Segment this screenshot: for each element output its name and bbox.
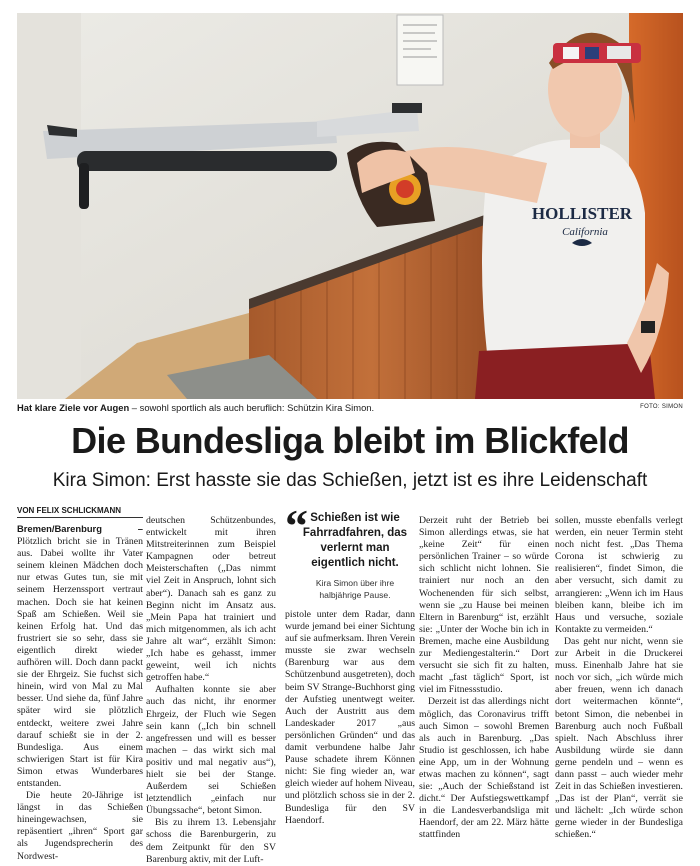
- article-column-1: [17, 505, 143, 862]
- subheadline: Kira Simon: Erst hasste sie das Schießen, jetzt ist es ihre Leidenschaft: [52, 470, 648, 491]
- paragraph: [17, 523, 143, 790]
- photo-credit: FOTO: SIMON: [640, 404, 683, 410]
- paragraph: Aufhalten konnte sie aber auch das nicht, ihr enormer Ehrgeiz, der Fluch wie Segen sein kann („Ich bin schnell angefressen und will es besser machen – das wirkt sich mal positiv und mal negativ aus“), hielt sie bei der Stange. Außerdem sei Schießen letztendlich „einfach nur Übungssache“, betont Simon.: [146, 684, 276, 817]
- paragraph: pistole unter dem Radar, dann wurde jemand bei einer Sichtung auf sie aufmerksam. Ihren Verein musste sie zwar wechseln (Barenburg war aus dem Schützenbund ausgetreten), doch beim SV Strange-Buchhorst ging der Aufstieg unentwegt weiter. Auch der Austritt aus dem Landeskader 2017 „aus persönlichen Gründen“ und das damit verbundene halbe Jahr Pause schadete ihrem Können nicht: Sie fing wieder an, war gleich wieder auf hohem Niveau, und plötzlich schoss sie in der 2. Bundesliga für den SV Haendorf.: [285, 609, 415, 826]
- article-photo: [17, 13, 683, 399]
- paragraph: Das geht nur nicht, wenn sie zur Arbeit in die Druckerei muss. Einenhalb Jahre hat sie noch vor sich, „ich würde mich aber freuen, wenn ich danach dort weitermachen könnte“, betont Simon, die nebenbei in Barenburg auch noch Fußball spielt. Nach Abschluss ihrer Ausbildung würde sie dann gerne pendeln und – wenn es dann passt – auch wieder mehr Zeit in das Schießen investieren. „Das ist der Plan“, verrät sie und lächelt: „Ich würde schon gerne wieder in der Bundesliga schießen.“: [555, 635, 683, 841]
- pull-quote: [285, 500, 415, 609]
- dateline: Bremen/Barenburg –: [17, 523, 143, 534]
- article-column-5: [555, 515, 683, 849]
- article-column-2: [146, 515, 276, 865]
- paragraph: Derzeit ruht der Betrieb bei Simon allerdings etwas, sie hat „keine Zeit“ für einen persönlichen Trainer – so würde sich schlicht nicht lohnen. Sie trainiert nur noch an den Wochenenden für sich selbst, wenn sie „zu Hause bei meinen Eltern in Barenburg“ ist, erzählt sie: „Unter der Woche bin ich in Bremen, mache eine Ausbildung zur Mediengestalterin.“ Dort versucht sie sich fit zu halten, macht „fast täglich“ Sport, ist viel im Fitnessstudio.: [419, 515, 549, 696]
- article-column-3: [285, 500, 415, 839]
- paragraph: sollen, musste ebenfalls verlegt werden, ein neuer Termin steht noch nicht fest. „Das Thema Corona ist schwierig zu realisieren“, findet Simon, die aber versucht, sich damit zu arrangieren: „Wenn ich im Haus bleiben kann, bleibe ich im Haus und versuche, soziale Kontakte zu vermeiden.“: [555, 515, 683, 635]
- headline: Die Bundesliga bleibt im Blickfeld: [71, 420, 629, 461]
- quote-mark-icon: “: [285, 500, 308, 551]
- author-byline: VON FELIX SCHLICKMANN: [17, 505, 143, 518]
- caption-lead: Hat klare Ziele vor Augen: [17, 402, 130, 413]
- shooter-photo: [17, 13, 683, 399]
- pull-quote-source: Kira Simon über ihre halbjährige Pause.: [315, 578, 395, 600]
- article-column-4: [419, 515, 549, 849]
- paragraph: Bis zu ihrem 13. Lebensjahr schoss die Barenburgerin, zu dem Zeitpunkt für den SV Barenburg aktiv, mit der Luft-: [146, 817, 276, 865]
- paragraph: deutschen Schützenbundes, entwickelt mit ihren Mitstreiterinnen zum Beispiel Kampagnen oder betreut Meisterschaften („Das nimmt viel Zeit in Anspruch, lohnt sich aber“). Danach sah es ganz zu Beginn nicht im Ansatz aus. „Mein Papa hat trainiert und mich mitgenommen, als ich acht Jahre alt war“, erzählt Simon: „Ich habe es gehasst, immer geweint, weil ich nichts getroffen habe.“: [146, 515, 276, 684]
- photo-caption: [17, 402, 683, 414]
- paragraph: Die heute 20-Jährige ist längst in das Schießen hineingewachsen, sie repäsentiert „ihren“ Sport gar als Jugendsprecherin des Nordwest-: [17, 790, 143, 862]
- shirt-print-subtext: California: [562, 226, 608, 238]
- paragraph: Derzeit ist das allerdings nicht möglich, das Coronavirus trifft auch Simon – sowohl Bremen als auch in Barenburg. „Das Studio ist geschlossen, ich habe eine App, um in der Wohnung etwas machen zu können“, sagt sie: „Auch der Schießstand ist dicht.“ Der Aufstiegswettkampf in die Landesverbandsliga mit Haendorf, der am 22. März hätte stattfinden: [419, 696, 549, 841]
- caption-text: – sowohl sportlich als auch beruflich: Schützin Kira Simon.: [129, 402, 375, 413]
- pull-quote-text: Schießen ist wie Fahrradfahren, das verlernt man eigentlich nicht.: [302, 512, 408, 569]
- paragraph-text: Plötzlich bricht sie in Tränen aus. Dabei wollte ihr Vater seinem kleinen Mädchen doch nur etwas Gutes tun, sie mit seinem Herzenssport vertraut machen. Doch sie hat keinen Spaß am Schießen. Weil sie keinen Erfolg hat. Und das frustriert sie so sehr, dass sie eigentlich direkt wieder aufhören will. Doch dann packt sie der Ehrgeiz. Sie fuchst sich hinein, wird von Mal zu Mal besser. Und siehe da, fünf Jahre später wird sie plötzlich entdeckt, weitere zwei Jahre darauf schießt sie in der 2. Bundesliga. Aus einem schwierigen Start ist für Kira Simon etwas Wunderbares entstanden.: [17, 536, 143, 789]
- shirt-print-text: HOLLISTER: [531, 204, 633, 223]
